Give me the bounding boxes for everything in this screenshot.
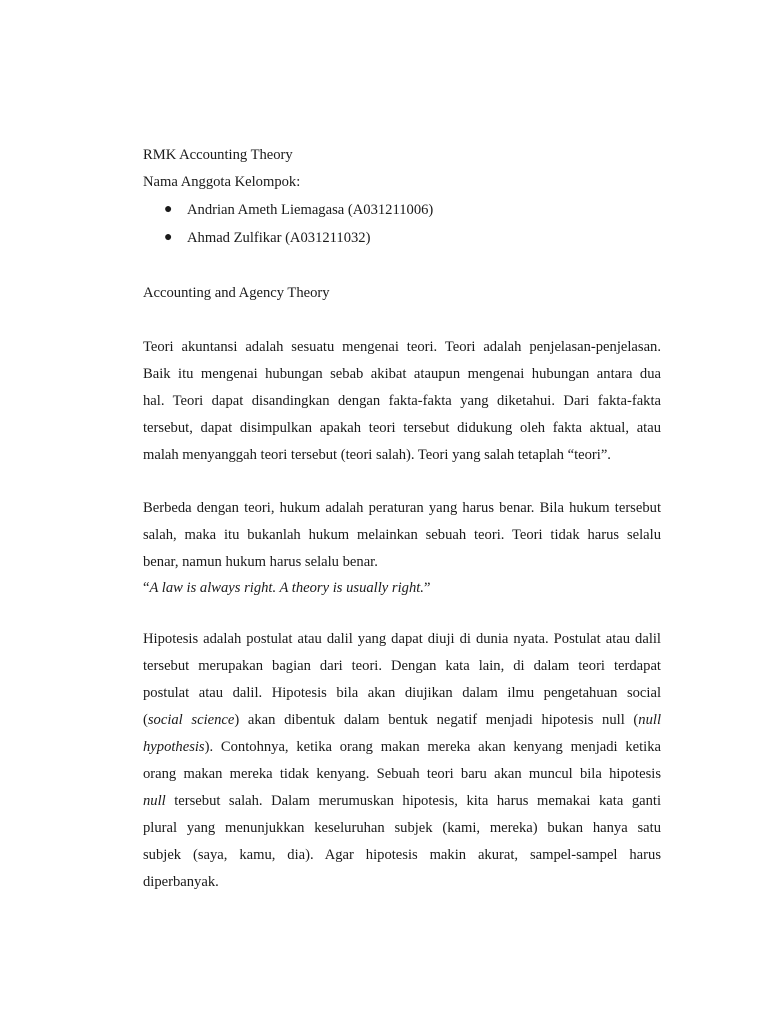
text-run: ). Contohnya, ketika orang makan mereka akan kenyang menjadi ketika bbox=[204, 739, 661, 755]
paragraph-line: Teori akuntansi adalah sesuatu mengenai teori. Teori adalah penjelasan-penjelasan. bbox=[143, 339, 661, 355]
section-heading: Accounting and Agency Theory bbox=[143, 285, 330, 301]
text-run: tersebut salah. Dalam merumuskan hipotesis, kita harus memakai kata ganti bbox=[165, 793, 661, 809]
text-run: ) akan dibentuk dalam bentuk negatif menjadi hipotesis null ( bbox=[234, 712, 639, 728]
paragraph-line bbox=[143, 792, 661, 810]
member-item: Andrian Ameth Liemagasa (A031211006) bbox=[187, 202, 434, 218]
document-title: RMK Accounting Theory bbox=[143, 147, 293, 163]
paragraph-line: plural yang menunjukkan keseluruhan subjek (kami, mereka) bukan hanya satu bbox=[143, 820, 661, 836]
paragraph-line: diperbanyak. bbox=[143, 874, 219, 890]
paragraph-line: salah, maka itu bukanlah hukum melainkan sebuah teori. Teori tidak harus selalu bbox=[143, 527, 661, 543]
bullet-icon: ● bbox=[164, 230, 173, 245]
bullet-icon: ● bbox=[164, 202, 173, 217]
text-run: ( bbox=[143, 712, 148, 728]
italic-term: null bbox=[638, 712, 661, 728]
paragraph-line: tersebut, dapat disimpulkan apakah teori tersebut didukung oleh fakta aktual, atau bbox=[143, 420, 661, 436]
paragraph-line: Baik itu mengenai hubungan sebab akibat ataupun mengenai hubungan antara dua bbox=[143, 366, 661, 382]
quote-close: ” bbox=[423, 580, 431, 596]
quote-open: “ bbox=[143, 580, 150, 596]
paragraph-line: tersebut merupakan bagian dari teori. Dengan kata lain, di dalam teori terdapat bbox=[143, 658, 661, 674]
paragraph-line: hal. Teori dapat disandingkan dengan fakta-fakta yang diketahui. Dari fakta-fakta bbox=[143, 393, 661, 409]
italic-term: social science bbox=[147, 712, 235, 728]
paragraph-line: Hipotesis adalah postulat atau dalil yang dapat diuji di dunia nyata. Postulat atau dalil bbox=[143, 631, 661, 647]
members-label: Nama Anggota Kelompok: bbox=[143, 174, 301, 190]
quote-text: A law is always right. A theory is usually right. bbox=[149, 580, 424, 596]
italic-term: null bbox=[143, 793, 166, 809]
paragraph-line: postulat atau dalil. Hipotesis bila akan diujikan dalam ilmu pengetahuan social bbox=[143, 685, 661, 701]
paragraph-line: malah menyanggah teori tersebut (teori salah). Teori yang salah tetaplah “teori”. bbox=[143, 447, 611, 463]
italic-term: hypothesis bbox=[143, 739, 205, 755]
paragraph-line: Berbeda dengan teori, hukum adalah peraturan yang harus benar. Bila hukum tersebut bbox=[143, 500, 661, 516]
quote-line bbox=[143, 579, 430, 597]
paragraph-line: orang makan mereka tidak kenyang. Sebuah teori baru akan muncul bila hipotesis bbox=[143, 766, 661, 782]
paragraph-line: benar, namun hukum harus selalu benar. bbox=[143, 554, 378, 570]
paragraph-line: subjek (saya, kamu, dia). Agar hipotesis makin akurat, sampel-sampel harus bbox=[143, 847, 661, 863]
paragraph-line bbox=[143, 738, 661, 756]
member-item: Ahmad Zulfikar (A031211032) bbox=[187, 230, 371, 246]
paragraph-line bbox=[143, 711, 661, 729]
